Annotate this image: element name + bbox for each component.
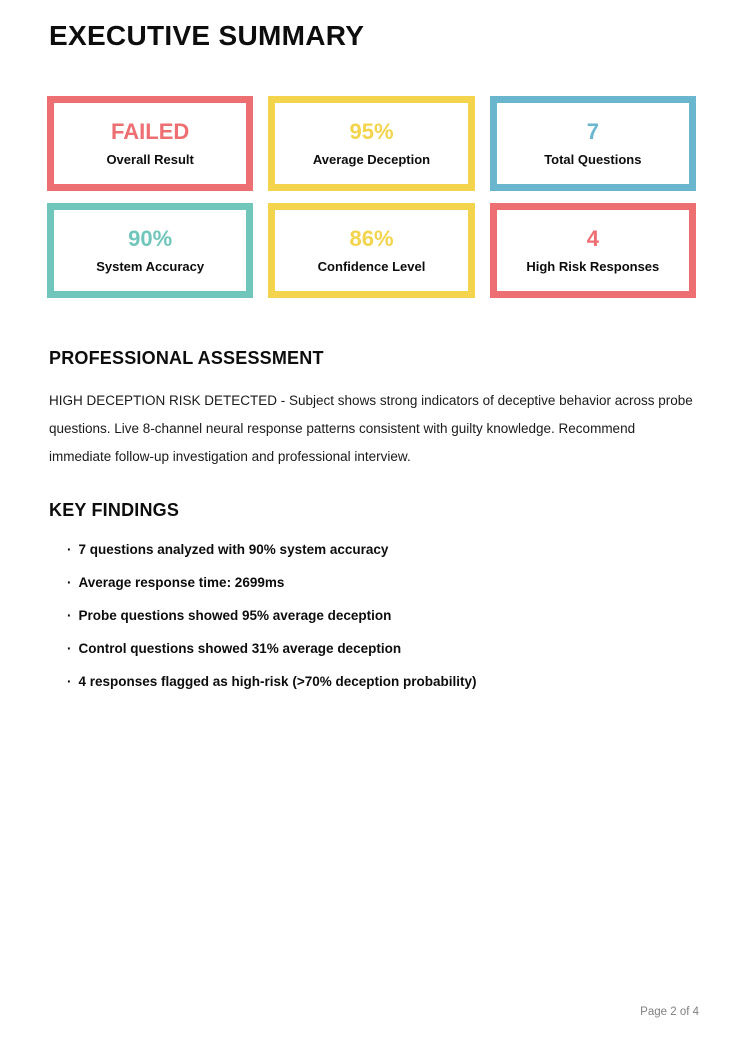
metric-label: Average Deception — [312, 152, 431, 167]
professional-assessment-section — [47, 348, 696, 471]
metric-card-system-accuracy — [47, 203, 253, 298]
metric-value: 4 — [586, 226, 599, 251]
metric-label: Total Questions — [544, 152, 642, 167]
metric-card-total-questions — [490, 96, 696, 191]
metric-value: FAILED — [111, 119, 190, 144]
metric-card-overall-result — [47, 96, 253, 191]
metric-value: 7 — [586, 119, 599, 144]
metric-card-average-deception — [268, 96, 474, 191]
bullet-icon: · — [67, 542, 72, 557]
bullet-icon: · — [67, 674, 72, 689]
key-finding-item — [67, 675, 696, 689]
key-finding-item — [67, 543, 696, 557]
bullet-icon: · — [67, 575, 72, 590]
metric-label: Confidence Level — [317, 259, 426, 274]
bullet-icon: · — [67, 641, 72, 656]
metric-value: 90% — [128, 226, 173, 251]
key-findings-section — [47, 500, 696, 689]
summary-cards-grid — [47, 96, 696, 298]
professional-assessment-heading: PROFESSIONAL ASSESSMENT — [49, 348, 324, 368]
bullet-icon: · — [67, 608, 72, 623]
metric-label: Overall Result — [106, 152, 194, 167]
key-finding-text: 4 responses flagged as high-risk (>70% deception probability) — [78, 674, 477, 689]
page-title: EXECUTIVE SUMMARY — [49, 20, 365, 51]
metric-label: High Risk Responses — [526, 259, 660, 274]
page-number: Page 2 of 4 — [640, 1006, 699, 1018]
key-finding-item — [67, 642, 696, 656]
metric-value: 95% — [349, 119, 394, 144]
key-finding-text: 7 questions analyzed with 90% system accuracy — [78, 542, 389, 557]
metric-card-high-risk-responses — [490, 203, 696, 298]
key-finding-text: Control questions showed 31% average deception — [78, 641, 402, 656]
key-findings-list — [47, 543, 696, 689]
key-findings-heading: KEY FINDINGS — [49, 500, 180, 520]
key-finding-item — [67, 576, 696, 590]
metric-value: 86% — [349, 226, 394, 251]
metric-label: System Accuracy — [96, 259, 205, 274]
key-finding-item — [67, 609, 696, 623]
metric-card-confidence-level — [268, 203, 474, 298]
professional-assessment-body: HIGH DECEPTION RISK DETECTED - Subject shows strong indicators of deceptive behavior across probe questions. Live 8-channel neural response patterns consistent with guilty knowledge. Recommend immediate follow-up investigation and professional interview. — [49, 393, 693, 464]
key-finding-text: Probe questions showed 95% average deception — [78, 608, 392, 623]
key-finding-text: Average response time: 2699ms — [78, 575, 285, 590]
